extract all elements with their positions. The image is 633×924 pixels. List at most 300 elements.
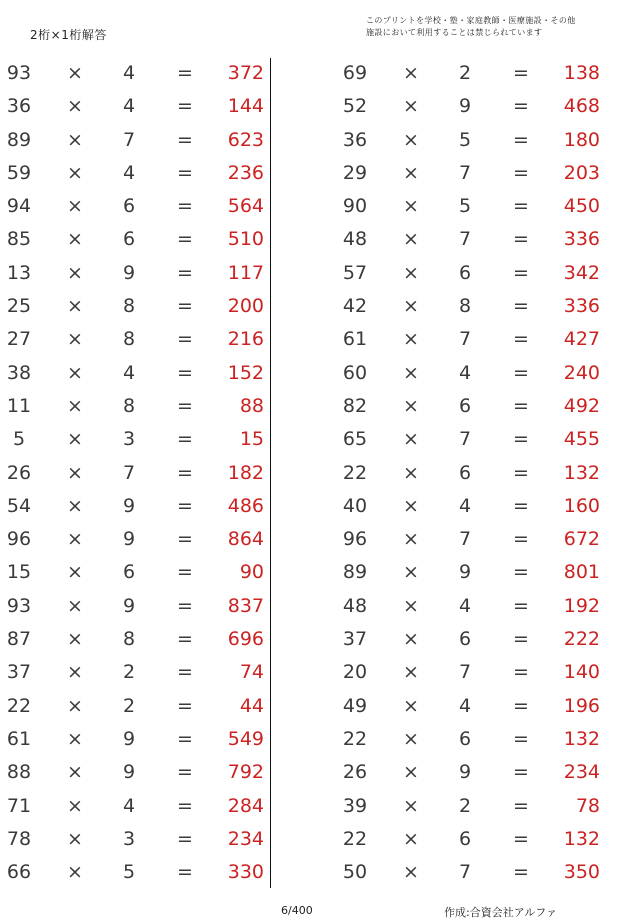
- multiplicand: 87: [6, 628, 32, 651]
- multiplier: 2: [122, 661, 136, 684]
- equals-sign: =: [513, 361, 529, 384]
- equals-sign: =: [513, 161, 529, 184]
- problem-row: [0, 856, 280, 889]
- equals-sign: =: [177, 594, 193, 617]
- problem-row: [336, 690, 616, 723]
- times-sign: ×: [403, 827, 419, 850]
- problem-row: [0, 590, 280, 623]
- times-sign: ×: [403, 494, 419, 517]
- multiplicand: 96: [342, 528, 368, 551]
- answer: 182: [227, 461, 264, 484]
- times-sign: ×: [67, 62, 83, 84]
- equals-sign: =: [513, 328, 529, 351]
- multiplicand: 88: [6, 761, 32, 784]
- multiplier: 7: [458, 328, 472, 351]
- multiplier: 9: [458, 95, 472, 118]
- answer: 152: [227, 361, 264, 384]
- answer: 196: [563, 694, 600, 717]
- times-sign: ×: [67, 661, 83, 684]
- multiplier: 7: [458, 228, 472, 251]
- multiplicand: 11: [6, 394, 32, 417]
- problem-row: [0, 323, 280, 356]
- problem-row: [336, 490, 616, 523]
- multiplicand: 59: [6, 161, 32, 184]
- times-sign: ×: [403, 295, 419, 318]
- multiplicand: 15: [6, 561, 32, 584]
- times-sign: ×: [403, 228, 419, 251]
- notice-line-2: 施設において利用することは禁じられています: [366, 28, 543, 37]
- problem-row: [0, 457, 280, 490]
- multiplicand: 96: [6, 528, 32, 551]
- problem-row: [0, 556, 280, 589]
- answer: 450: [563, 195, 600, 218]
- answer: 492: [563, 394, 600, 417]
- times-sign: ×: [403, 794, 419, 817]
- multiplier: 5: [458, 128, 472, 151]
- equals-sign: =: [177, 295, 193, 318]
- multiplicand: 93: [6, 594, 32, 617]
- times-sign: ×: [67, 361, 83, 384]
- problem-row: [336, 290, 616, 323]
- equals-sign: =: [513, 528, 529, 551]
- multiplicand: 36: [6, 95, 32, 118]
- notice-line-1: このプリントを学校・塾・家庭教師・医療施設・その他: [366, 16, 576, 25]
- problem-row: [336, 623, 616, 656]
- problem-row: [336, 556, 616, 589]
- problem-row: [336, 823, 616, 856]
- times-sign: ×: [67, 594, 83, 617]
- equals-sign: =: [513, 128, 529, 151]
- multiplier: 8: [122, 295, 136, 318]
- multiplicand: 89: [342, 561, 368, 584]
- multiplier: 7: [122, 461, 136, 484]
- answer: 138: [563, 62, 600, 84]
- equals-sign: =: [177, 62, 193, 84]
- multiplicand: 93: [6, 62, 32, 84]
- problem-row: [0, 523, 280, 556]
- equals-sign: =: [513, 694, 529, 717]
- answer: 350: [563, 861, 600, 884]
- multiplicand: 65: [342, 428, 368, 451]
- page-title: 2桁×1桁解答: [30, 28, 107, 42]
- times-sign: ×: [403, 661, 419, 684]
- multiplier: 4: [458, 594, 472, 617]
- multiplier: 9: [458, 561, 472, 584]
- times-sign: ×: [67, 295, 83, 318]
- times-sign: ×: [67, 528, 83, 551]
- multiplicand: 66: [6, 861, 32, 884]
- problem-row: [0, 656, 280, 689]
- multiplier: 7: [458, 428, 472, 451]
- times-sign: ×: [67, 228, 83, 251]
- multiplicand: 26: [342, 761, 368, 784]
- equals-sign: =: [513, 62, 529, 84]
- multiplier: 5: [458, 195, 472, 218]
- answer: 549: [227, 727, 264, 750]
- equals-sign: =: [177, 228, 193, 251]
- problem-row: [336, 756, 616, 789]
- problem-row: [0, 390, 280, 423]
- times-sign: ×: [67, 628, 83, 651]
- problem-row: [0, 756, 280, 789]
- multiplicand: 49: [342, 694, 368, 717]
- answer: 90: [239, 561, 264, 584]
- answer: 88: [239, 394, 264, 417]
- answer: 864: [227, 528, 264, 551]
- multiplier: 9: [122, 727, 136, 750]
- equals-sign: =: [177, 861, 193, 884]
- answer: 74: [239, 661, 264, 684]
- answer: 222: [563, 628, 600, 651]
- answer: 468: [563, 95, 600, 118]
- answer: 330: [227, 861, 264, 884]
- multiplier: 7: [122, 128, 136, 151]
- equals-sign: =: [513, 761, 529, 784]
- multiplicand: 22: [342, 827, 368, 850]
- answer: 623: [227, 128, 264, 151]
- multiplier: 4: [458, 494, 472, 517]
- equals-sign: =: [513, 295, 529, 318]
- times-sign: ×: [403, 561, 419, 584]
- times-sign: ×: [403, 195, 419, 218]
- multiplicand: 25: [6, 295, 32, 318]
- problem-row: [336, 656, 616, 689]
- problem-row: [336, 457, 616, 490]
- equals-sign: =: [513, 861, 529, 884]
- multiplier: 7: [458, 161, 472, 184]
- multiplicand: 13: [6, 261, 32, 284]
- answer: 240: [563, 361, 600, 384]
- equals-sign: =: [513, 794, 529, 817]
- answer: 132: [563, 827, 600, 850]
- problem-row: [0, 723, 280, 756]
- times-sign: ×: [67, 761, 83, 784]
- times-sign: ×: [67, 261, 83, 284]
- multiplicand: 57: [342, 261, 368, 284]
- multiplier: 9: [458, 761, 472, 784]
- multiplier: 4: [122, 95, 136, 118]
- problem-row: [336, 357, 616, 390]
- problem-row: [336, 124, 616, 157]
- times-sign: ×: [67, 394, 83, 417]
- answer: 216: [227, 328, 264, 351]
- equals-sign: =: [513, 195, 529, 218]
- problem-row: [336, 390, 616, 423]
- problem-row: [336, 423, 616, 456]
- multiplicand: 71: [6, 794, 32, 817]
- multiplier: 4: [122, 361, 136, 384]
- times-sign: ×: [403, 694, 419, 717]
- equals-sign: =: [177, 694, 193, 717]
- times-sign: ×: [403, 861, 419, 884]
- multiplier: 6: [458, 827, 472, 850]
- problem-row: [336, 190, 616, 223]
- answer: 336: [563, 228, 600, 251]
- equals-sign: =: [177, 494, 193, 517]
- equals-sign: =: [177, 761, 193, 784]
- multiplier: 8: [122, 328, 136, 351]
- equals-sign: =: [177, 95, 193, 118]
- multiplicand: 90: [342, 195, 368, 218]
- answer: 564: [227, 195, 264, 218]
- answer: 510: [227, 228, 264, 251]
- multiplicand: 54: [6, 494, 32, 517]
- problem-row: [336, 856, 616, 889]
- answer: 117: [227, 261, 264, 284]
- multiplicand: 40: [342, 494, 368, 517]
- answer: 44: [239, 694, 264, 717]
- equals-sign: =: [177, 128, 193, 151]
- equals-sign: =: [513, 394, 529, 417]
- multiplier: 7: [458, 661, 472, 684]
- multiplicand: 36: [342, 128, 368, 151]
- equals-sign: =: [177, 528, 193, 551]
- multiplier: 9: [122, 261, 136, 284]
- multiplicand: 78: [6, 827, 32, 850]
- answer: 672: [563, 528, 600, 551]
- equals-sign: =: [513, 827, 529, 850]
- multiplier: 9: [122, 594, 136, 617]
- problem-row: [0, 223, 280, 256]
- multiplicand: 29: [342, 161, 368, 184]
- multiplicand: 38: [6, 361, 32, 384]
- answer: 696: [227, 628, 264, 651]
- times-sign: ×: [67, 328, 83, 351]
- multiplicand: 82: [342, 394, 368, 417]
- multiplicand: 50: [342, 861, 368, 884]
- author-credit: 作成:合資会社アルファ: [444, 906, 558, 919]
- multiplier: 2: [458, 62, 472, 84]
- multiplier: 4: [458, 361, 472, 384]
- answer: 837: [227, 594, 264, 617]
- multiplier: 2: [458, 794, 472, 817]
- equals-sign: =: [513, 727, 529, 750]
- problem-row: [336, 590, 616, 623]
- times-sign: ×: [403, 128, 419, 151]
- answer: 372: [227, 62, 264, 84]
- multiplicand: 22: [342, 461, 368, 484]
- multiplier: 3: [122, 428, 136, 451]
- multiplier: 6: [458, 727, 472, 750]
- equals-sign: =: [177, 161, 193, 184]
- answer: 203: [563, 161, 600, 184]
- problem-row: [0, 257, 280, 290]
- multiplier: 6: [122, 228, 136, 251]
- answer: 234: [227, 827, 264, 850]
- multiplicand: 37: [342, 628, 368, 651]
- multiplier: 2: [122, 694, 136, 717]
- equals-sign: =: [177, 461, 193, 484]
- problem-row: [336, 90, 616, 123]
- problem-row: [336, 157, 616, 190]
- answer: 801: [563, 561, 600, 584]
- times-sign: ×: [67, 561, 83, 584]
- usage-notice: [366, 15, 606, 39]
- multiplier: 8: [458, 295, 472, 318]
- multiplier: 6: [122, 561, 136, 584]
- equals-sign: =: [177, 394, 193, 417]
- times-sign: ×: [67, 861, 83, 884]
- equals-sign: =: [177, 428, 193, 451]
- times-sign: ×: [67, 727, 83, 750]
- times-sign: ×: [403, 428, 419, 451]
- problem-row: [0, 790, 280, 823]
- problem-row: [336, 790, 616, 823]
- times-sign: ×: [403, 727, 419, 750]
- equals-sign: =: [177, 328, 193, 351]
- problem-row: [336, 223, 616, 256]
- multiplier: 9: [122, 528, 136, 551]
- problem-row: [0, 190, 280, 223]
- answer: 284: [227, 794, 264, 817]
- times-sign: ×: [67, 161, 83, 184]
- times-sign: ×: [403, 62, 419, 84]
- answer: 200: [227, 295, 264, 318]
- times-sign: ×: [403, 161, 419, 184]
- equals-sign: =: [513, 95, 529, 118]
- answer: 486: [227, 494, 264, 517]
- answer: 236: [227, 161, 264, 184]
- problem-row: [0, 823, 280, 856]
- multiplicand: 94: [6, 195, 32, 218]
- multiplicand: 85: [6, 228, 32, 251]
- multiplicand: 48: [342, 228, 368, 251]
- multiplicand: 5: [12, 428, 26, 451]
- right-problem-column: [336, 57, 616, 889]
- times-sign: ×: [403, 528, 419, 551]
- equals-sign: =: [513, 561, 529, 584]
- times-sign: ×: [67, 428, 83, 451]
- equals-sign: =: [177, 261, 193, 284]
- multiplicand: 42: [342, 295, 368, 318]
- problem-row: [336, 257, 616, 290]
- equals-sign: =: [513, 428, 529, 451]
- multiplicand: 61: [6, 727, 32, 750]
- multiplier: 6: [458, 628, 472, 651]
- equals-sign: =: [177, 827, 193, 850]
- multiplicand: 61: [342, 328, 368, 351]
- times-sign: ×: [67, 794, 83, 817]
- multiplier: 8: [122, 628, 136, 651]
- left-problem-column: [0, 57, 280, 889]
- answer: 336: [563, 295, 600, 318]
- equals-sign: =: [177, 794, 193, 817]
- problem-row: [0, 623, 280, 656]
- answer: 792: [227, 761, 264, 784]
- equals-sign: =: [177, 628, 193, 651]
- page-number: 6/400: [281, 904, 313, 917]
- multiplicand: 39: [342, 794, 368, 817]
- answer: 427: [563, 328, 600, 351]
- times-sign: ×: [67, 461, 83, 484]
- times-sign: ×: [403, 394, 419, 417]
- times-sign: ×: [67, 95, 83, 118]
- equals-sign: =: [513, 228, 529, 251]
- times-sign: ×: [403, 594, 419, 617]
- answer: 234: [563, 761, 600, 784]
- multiplicand: 48: [342, 594, 368, 617]
- problem-row: [0, 423, 280, 456]
- equals-sign: =: [513, 494, 529, 517]
- multiplier: 5: [122, 861, 136, 884]
- equals-sign: =: [177, 561, 193, 584]
- multiplier: 7: [458, 861, 472, 884]
- multiplier: 9: [122, 761, 136, 784]
- times-sign: ×: [403, 628, 419, 651]
- multiplier: 6: [458, 461, 472, 484]
- multiplier: 8: [122, 394, 136, 417]
- times-sign: ×: [67, 694, 83, 717]
- times-sign: ×: [67, 195, 83, 218]
- multiplier: 6: [122, 195, 136, 218]
- equals-sign: =: [177, 361, 193, 384]
- equals-sign: =: [513, 661, 529, 684]
- multiplicand: 22: [6, 694, 32, 717]
- equals-sign: =: [177, 195, 193, 218]
- answer: 15: [239, 428, 264, 451]
- multiplicand: 22: [342, 727, 368, 750]
- problem-row: [0, 157, 280, 190]
- multiplicand: 27: [6, 328, 32, 351]
- answer: 132: [563, 727, 600, 750]
- problem-row: [336, 57, 616, 90]
- answer: 180: [563, 128, 600, 151]
- equals-sign: =: [513, 628, 529, 651]
- multiplier: 4: [458, 694, 472, 717]
- equals-sign: =: [513, 461, 529, 484]
- equals-sign: =: [177, 661, 193, 684]
- multiplier: 6: [458, 394, 472, 417]
- equals-sign: =: [177, 727, 193, 750]
- equals-sign: =: [513, 594, 529, 617]
- problem-row: [0, 290, 280, 323]
- problem-row: [0, 90, 280, 123]
- problem-row: [0, 124, 280, 157]
- answer: 140: [563, 661, 600, 684]
- multiplicand: 20: [342, 661, 368, 684]
- times-sign: ×: [403, 261, 419, 284]
- multiplier: 7: [458, 528, 472, 551]
- equals-sign: =: [513, 261, 529, 284]
- answer: 144: [227, 95, 264, 118]
- multiplicand: 69: [342, 62, 368, 84]
- answer: 342: [563, 261, 600, 284]
- problem-row: [0, 490, 280, 523]
- times-sign: ×: [67, 827, 83, 850]
- problem-row: [336, 523, 616, 556]
- multiplier: 3: [122, 827, 136, 850]
- multiplier: 6: [458, 261, 472, 284]
- times-sign: ×: [403, 328, 419, 351]
- answer: 78: [575, 794, 600, 817]
- answer: 192: [563, 594, 600, 617]
- multiplicand: 26: [6, 461, 32, 484]
- multiplier: 4: [122, 161, 136, 184]
- problem-row: [0, 690, 280, 723]
- answer: 455: [563, 428, 600, 451]
- problem-row: [0, 357, 280, 390]
- times-sign: ×: [403, 95, 419, 118]
- problem-row: [336, 723, 616, 756]
- multiplicand: 52: [342, 95, 368, 118]
- times-sign: ×: [67, 494, 83, 517]
- multiplier: 9: [122, 494, 136, 517]
- times-sign: ×: [403, 461, 419, 484]
- times-sign: ×: [67, 128, 83, 151]
- multiplicand: 37: [6, 661, 32, 684]
- problem-row: [0, 57, 280, 90]
- answer: 160: [563, 494, 600, 517]
